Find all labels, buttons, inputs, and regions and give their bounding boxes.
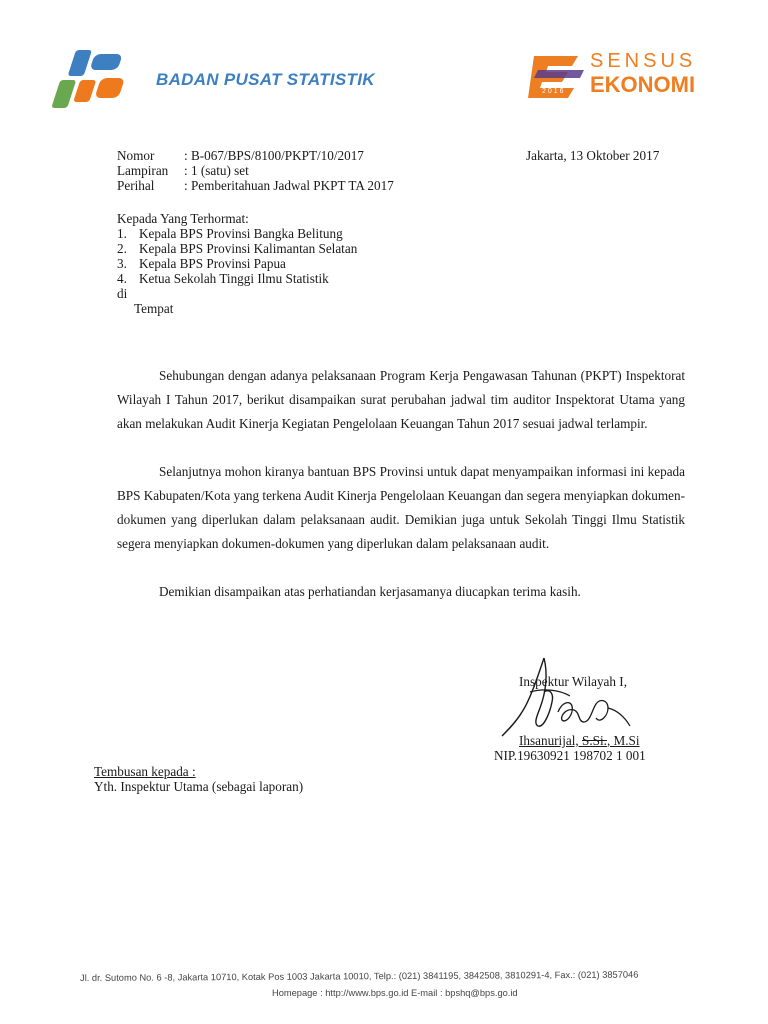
cc-heading: Tembusan kepada : xyxy=(94,764,196,779)
perihal-value: : Pemberitahuan Jadwal PKPT TA 2017 xyxy=(184,178,394,193)
bps-logo-icon xyxy=(48,44,150,122)
lampiran-value: : 1 (satu) set xyxy=(184,163,249,178)
nomor-value: : B-067/BPS/8100/PKPT/10/2017 xyxy=(184,148,364,163)
salutation: Kepada Yang Terhormat: xyxy=(117,211,249,226)
body-paragraph-3: Demikian disampaikan atas perhatiandan kerjasamanya diucapkan terima kasih. xyxy=(159,584,581,599)
lampiran-label: Lampiran xyxy=(117,163,169,178)
name-part-2: , M.Si xyxy=(606,733,640,748)
letter-date: Jakarta, 13 Oktober 2017 xyxy=(526,148,660,163)
handwritten-signature xyxy=(500,652,640,744)
recipient-num: 2. xyxy=(117,241,127,256)
nomor-label: Nomor xyxy=(117,148,155,163)
sensus-ekonomi-logo xyxy=(528,50,708,102)
recipient-di: di xyxy=(117,286,128,301)
census-word-ekonomi: EKONOMI xyxy=(590,72,696,97)
recipient-num: 3. xyxy=(117,256,127,271)
census-word-sensus: SENSUS xyxy=(590,50,697,72)
footer-contact: Homepage : http://www.bps.go.id E-mail : bpshq@bps.go.id xyxy=(272,988,518,998)
signatory-name xyxy=(519,733,640,749)
footer-address: Jl. dr. Sutomo No. 6 -8, Jakarta 10710, Kotak Pos 1003 Jakarta 10010, Telp.: (021) 3841195, 3842508, 3810291-4, Fax.: (021) 3857046 xyxy=(80,969,639,983)
perihal-label: Perihal xyxy=(117,178,155,193)
body-paragraph-1: Sehubungan dengan adanya pelaksanaan Program Kerja Pengawasan Tahunan (PKPT) Inspektorat Wilayah I Tahun 2017, berikut disampaikan surat perubahan jadwal tim auditor Inspektorat Utama yang akan melakukan Audit Kinerja Kegiatan Pengelolaan Keuangan Tahun 2017 sesuai jadwal terlampir. xyxy=(117,368,685,431)
recipient-item: Kepala BPS Provinsi Papua xyxy=(139,256,286,271)
signatory-nip: NIP.19630921 198702 1 001 xyxy=(494,748,646,763)
body-paragraph-2: Selanjutnya mohon kiranya bantuan BPS Provinsi untuk dapat menyampaikan informasi ini kepada BPS Kabupaten/Kota yang terkena Audit Kinerja Pengelolaan Keuangan dan segera menyiapkan dokumen-dokumen yang diperlukan dalam pelaksanaan audit. Demikian juga untuk Sekolah Tinggi Ilmu Statistik segera menyiapkan dokumen-dokumen yang diperlukan dalam pelaksanaan audit. xyxy=(117,464,685,551)
name-part-1: Ihsanurijal, xyxy=(519,733,582,748)
recipient-item: Ketua Sekolah Tinggi Ilmu Statistik xyxy=(139,271,329,286)
recipient-item: Kepala BPS Provinsi Kalimantan Selatan xyxy=(139,241,358,256)
recipient-num: 4. xyxy=(117,271,127,286)
recipient-item: Kepala BPS Provinsi Bangka Belitung xyxy=(139,226,343,241)
organization-name: BADAN PUSAT STATISTIK xyxy=(156,70,375,89)
census-year: 2016 xyxy=(542,88,566,95)
cc-recipient: Yth. Inspektur Utama (sebagai laporan) xyxy=(94,779,304,794)
signatory-title: Inspektur Wilayah I, xyxy=(519,674,627,689)
name-struck: S.Si. xyxy=(582,733,607,748)
recipient-num: 1. xyxy=(117,226,127,241)
recipient-tempat: Tempat xyxy=(134,301,174,316)
